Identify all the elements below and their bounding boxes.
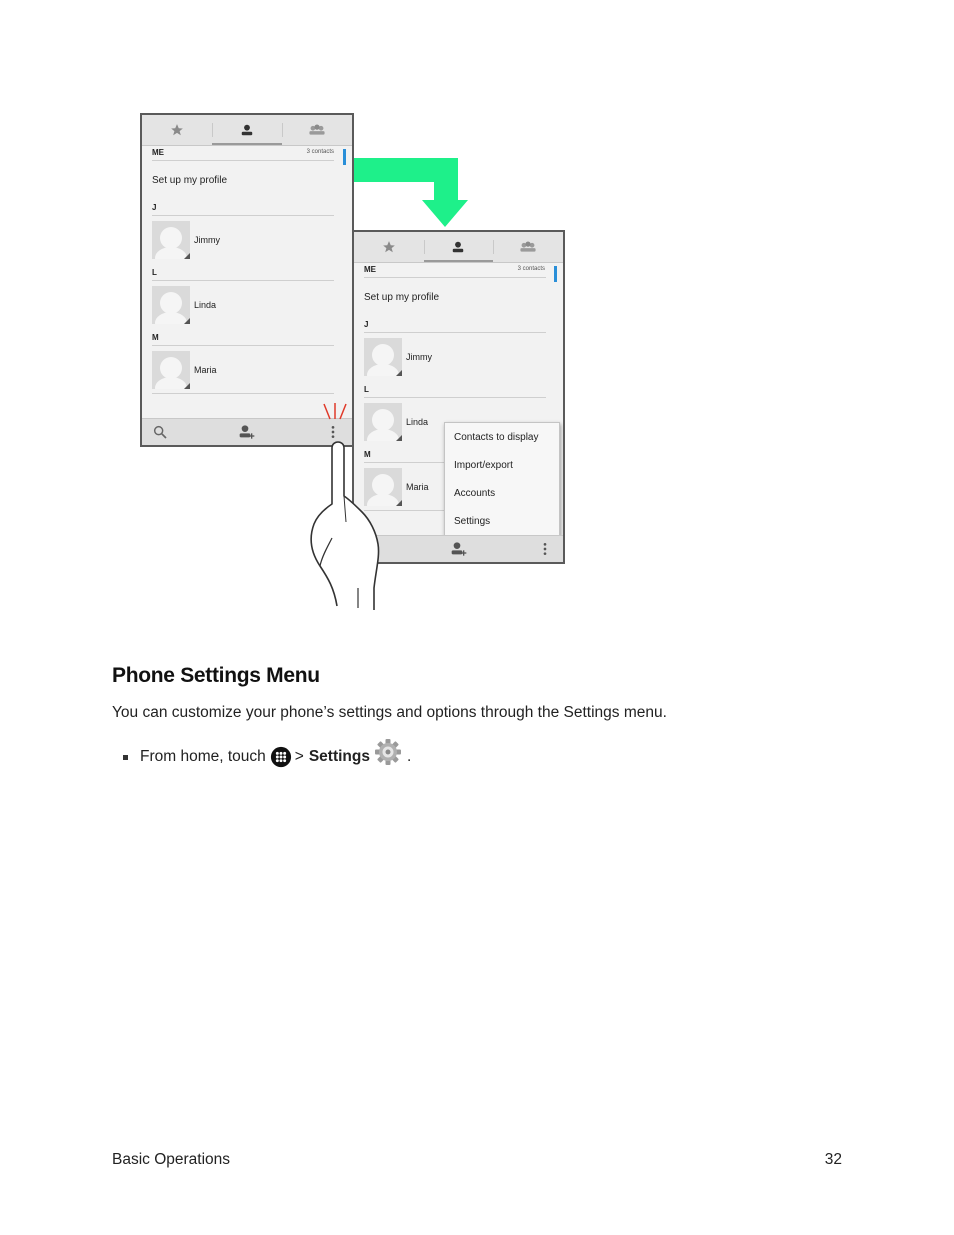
contact-avatar[interactable] (152, 286, 190, 324)
arrow-down-right-icon (350, 155, 475, 230)
contact-count: 3 contacts (306, 149, 334, 155)
scrollbar[interactable] (343, 149, 346, 165)
menu-item-accounts[interactable]: Accounts (454, 488, 496, 499)
tab-favorites[interactable] (142, 115, 212, 145)
tab-groups[interactable] (493, 232, 563, 262)
contact-avatar[interactable] (364, 403, 402, 441)
tab-groups[interactable] (282, 115, 352, 145)
scrollbar[interactable] (554, 266, 557, 282)
tab-bar (142, 115, 352, 146)
contact-icon (451, 240, 465, 254)
search-icon[interactable] (152, 424, 168, 440)
footer-page-number: 32 (824, 1151, 842, 1168)
instruction-step (123, 746, 411, 768)
tab-favorites[interactable] (354, 232, 424, 262)
contact-count: 3 contacts (517, 266, 545, 272)
step-target: Settings (308, 748, 370, 765)
contact-avatar[interactable] (152, 221, 190, 259)
tab-contacts[interactable] (424, 232, 494, 262)
section-me-label: ME (364, 265, 376, 274)
section-heading: Phone Settings Menu (112, 664, 320, 687)
section-me-label: ME (152, 148, 164, 157)
section-letter: J (152, 203, 157, 212)
tap-indicator-icon (320, 402, 350, 422)
setup-profile-item[interactable]: Set up my profile (364, 292, 440, 303)
contact-icon (240, 123, 254, 137)
contact-name[interactable]: Jimmy (194, 235, 220, 245)
tab-contacts[interactable] (212, 115, 282, 145)
step-prefix: From home, touch (140, 748, 266, 765)
menu-item-settings[interactable]: Settings (454, 516, 491, 527)
contact-name[interactable]: Maria (406, 482, 429, 492)
setup-profile-item[interactable]: Set up my profile (152, 175, 228, 186)
menu-item-import-export[interactable]: Import/export (454, 460, 513, 471)
star-icon (382, 240, 396, 254)
contact-avatar[interactable] (364, 338, 402, 376)
contact-name[interactable]: Linda (406, 417, 429, 427)
contacts-screen-before (140, 113, 354, 447)
step-suffix: . (407, 748, 412, 765)
intro-paragraph: You can customize your phone’s settings and options through the Settings menu. (112, 704, 667, 721)
contact-name[interactable]: Jimmy (406, 352, 432, 362)
pointing-hand-icon (300, 438, 390, 610)
star-icon (170, 123, 184, 137)
contact-name[interactable]: Maria (194, 365, 217, 375)
add-contact-icon[interactable] (238, 424, 256, 440)
gear-icon[interactable] (373, 737, 403, 767)
bullet-icon (123, 755, 128, 760)
section-letter: L (152, 268, 157, 277)
footer-chapter: Basic Operations (112, 1151, 231, 1168)
contact-avatar[interactable] (152, 351, 190, 389)
section-letter: M (364, 450, 371, 459)
group-icon (519, 240, 537, 254)
add-contact-icon[interactable] (450, 541, 468, 557)
group-icon (308, 123, 326, 137)
overflow-menu-icon[interactable] (542, 541, 548, 557)
step-separator: > (294, 748, 304, 765)
contact-name[interactable]: Linda (194, 300, 217, 310)
apps-launcher-icon[interactable] (270, 746, 292, 768)
section-letter: L (364, 385, 369, 394)
menu-item-contacts-to-display[interactable]: Contacts to display (454, 432, 539, 443)
section-letter: J (364, 320, 369, 329)
overflow-menu (444, 422, 560, 536)
tab-bar (354, 232, 563, 263)
section-letter: M (152, 333, 159, 342)
